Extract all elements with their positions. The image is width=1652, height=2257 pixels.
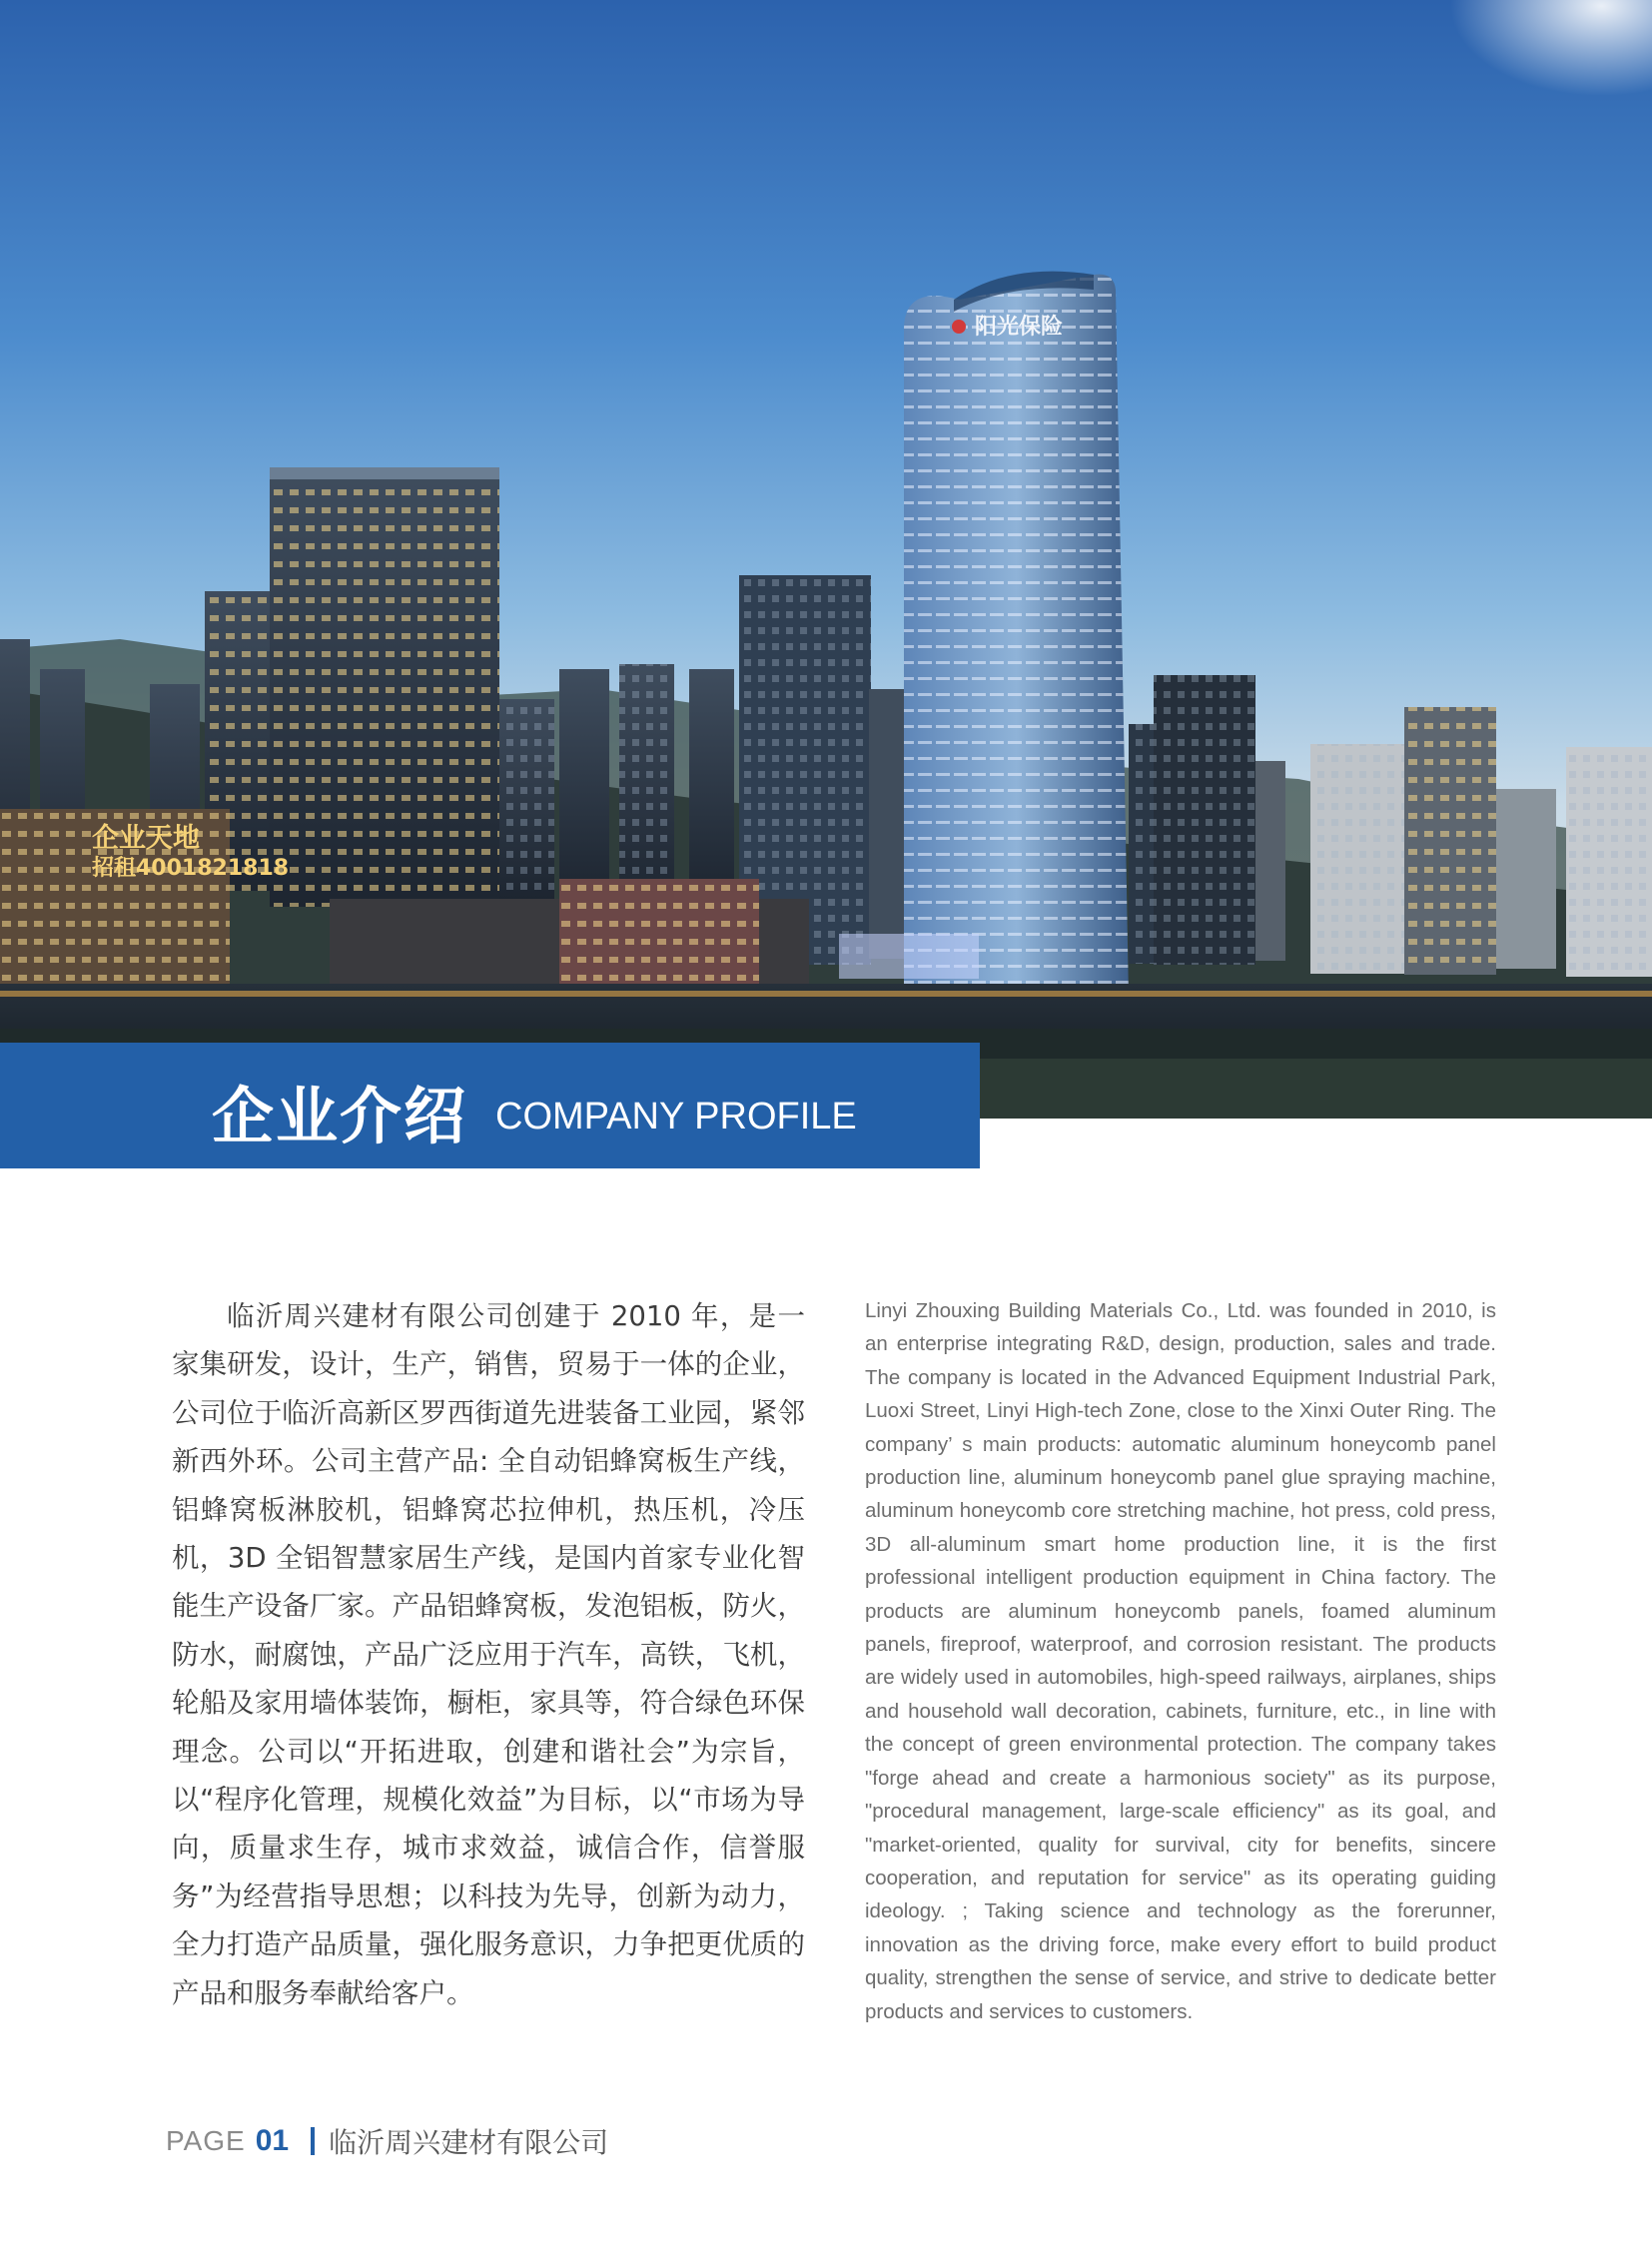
page-number: 01: [255, 2124, 290, 2157]
english-profile-paragraph: Linyi Zhouxing Building Materials Co., Ltd. was founded in 2010, is an enterprise integrating R&D, design, production, sales and trade. The company is located in the Advanced Equipment Industrial Park, Luoxi Street, Linyi High-tech Zone, close to the Xinxi Outer Ring. The company’ s main products: automatic aluminum honeycomb panel production line, aluminum honeycomb panel glue spraying machine, aluminum honeycomb core stretching machine, hot press, cold press, 3D all-aluminum smart home production line, it is the first professional intelligent production equipment in China factory. The products are aluminum honeycomb panels, foamed aluminum panels, fireproof, waterproof, and corrosion resistant. The products are widely used in automobiles, high-speed railways, airplanes, ships and household wall decoration, cabinets, furniture, etc., in line with the concept of green environmental protection. The company takes "forge ahead and create a harmonious society" as its purpose, "procedural management, large-scale efficiency" as its goal, and "market-oriented, quality for survival, city for benefits, sincere cooperation, and reputation for service" as its operating guiding ideology. ; Taking science and technology as the forerunner, innovation as the driving force, make every effort to build product quality, strengthen the sense of service, and strive to dedicate better products and services to customers.: [865, 1299, 1496, 2023]
chinese-profile-paragraph: 临沂周兴建材有限公司创建于 2010 年，是一家集研发，设计，生产，销售，贸易于一体的企业，公司位于临沂高新区罗西街道先进装备工业园，紧邻新西外环。公司主营产品: 全自动铝蜂窝板生产线，铝蜂窝板淋胶机，铝蜂窝芯拉伸机，热压机，冷压机，3D 全铝智慧家居生产线，是国内首家专业化智能生产设备厂家。产品铝蜂窝板，发泡铝板，防火，防水，耐腐蚀，产品广泛应用于汽车，高铁，飞机，轮船及家用墙体装饰，橱柜，家具等，符合绿色环保理念。公司以“开拓进取，创建和谐社会”为宗旨，以“程序化管理，规模化效益”为目标，以“市场为导向，质量求生存，城市求效益，诚信合作，信誉服务”为经营指导思想；以科技为先导，创新为动力，全力打造产品质量，强化服务意识，力争把更优质的产品和服务奉献给客户。: [172, 1300, 805, 2009]
section-title-english: COMPANY PROFILE: [495, 1096, 857, 1137]
footer-company-name: 临沂周兴建材有限公司: [329, 2126, 609, 2159]
page-footer: [166, 2121, 608, 2161]
english-profile-column: [865, 1294, 1496, 2028]
tower-sign-text: 阳光保险: [975, 315, 1064, 340]
section-title-chinese: 企业介绍: [212, 1080, 468, 1152]
building-sign-text: 企业天地: [92, 823, 200, 854]
page-label: PAGE: [166, 2125, 246, 2156]
chinese-profile-column: [172, 1292, 805, 2017]
footer-divider: [311, 2127, 315, 2155]
building-sign-phone: 招租4001821818: [92, 856, 290, 881]
hero-cityscape-image: [0, 0, 1652, 1119]
